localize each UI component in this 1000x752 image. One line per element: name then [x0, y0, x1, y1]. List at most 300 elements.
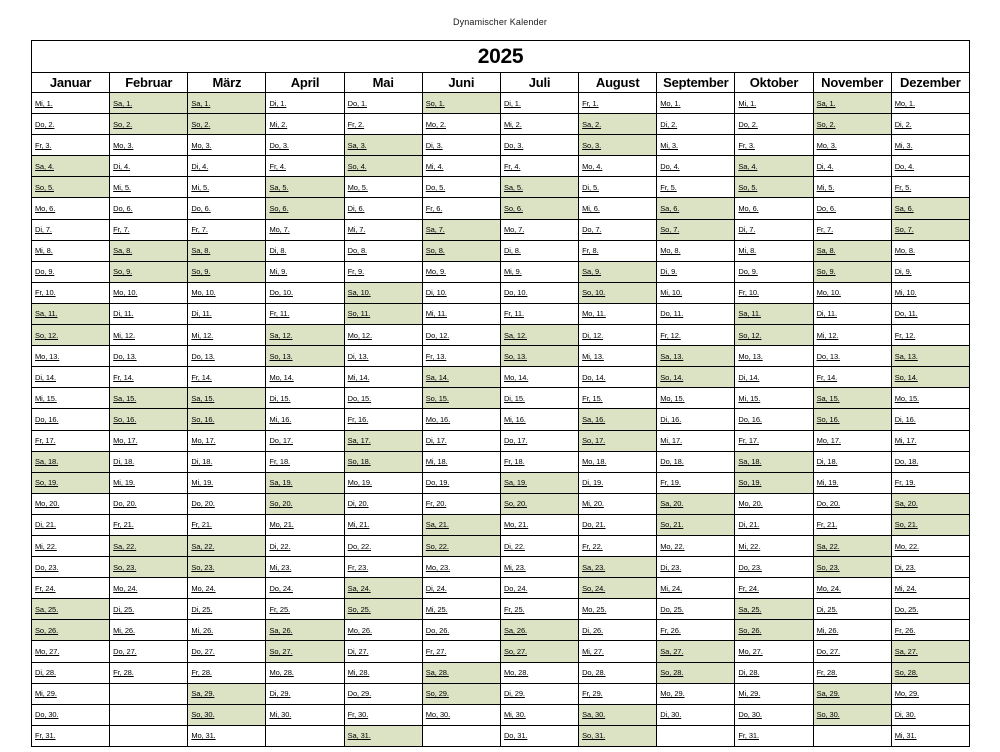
calendar-day-cell[interactable]: [813, 578, 891, 599]
calendar-day-cell[interactable]: [422, 219, 500, 240]
calendar-day-cell[interactable]: [422, 135, 500, 156]
calendar-day-cell[interactable]: [32, 620, 110, 641]
calendar-day-cell[interactable]: [891, 409, 969, 430]
calendar-day-cell[interactable]: [579, 641, 657, 662]
calendar-day-cell[interactable]: [32, 662, 110, 683]
calendar-day-cell[interactable]: [813, 472, 891, 493]
calendar-day-cell[interactable]: [266, 219, 344, 240]
calendar-day-cell[interactable]: [579, 683, 657, 704]
calendar-day-cell[interactable]: [188, 704, 266, 725]
calendar-day-cell[interactable]: [422, 430, 500, 451]
calendar-day-cell[interactable]: [500, 93, 578, 114]
calendar-day-cell[interactable]: [891, 599, 969, 620]
calendar-day-cell[interactable]: [891, 198, 969, 219]
calendar-day-cell[interactable]: [891, 282, 969, 303]
calendar-day-cell[interactable]: [813, 430, 891, 451]
calendar-day-cell[interactable]: [579, 704, 657, 725]
calendar-day-cell[interactable]: [500, 114, 578, 135]
calendar-day-cell[interactable]: [579, 578, 657, 599]
calendar-day-cell[interactable]: [32, 641, 110, 662]
calendar-day-cell[interactable]: [891, 704, 969, 725]
calendar-day-cell[interactable]: [891, 325, 969, 346]
calendar-day-cell[interactable]: [32, 114, 110, 135]
calendar-day-cell[interactable]: [500, 409, 578, 430]
calendar-day-cell[interactable]: [657, 472, 735, 493]
calendar-day-cell[interactable]: [500, 135, 578, 156]
calendar-day-cell[interactable]: [266, 240, 344, 261]
calendar-day-cell[interactable]: [657, 704, 735, 725]
calendar-day-cell[interactable]: [579, 346, 657, 367]
calendar-day-cell[interactable]: [891, 578, 969, 599]
calendar-day-cell[interactable]: [422, 156, 500, 177]
calendar-day-cell[interactable]: [891, 641, 969, 662]
calendar-day-cell[interactable]: [657, 325, 735, 346]
calendar-day-cell[interactable]: [110, 514, 188, 535]
calendar-day-cell[interactable]: [422, 282, 500, 303]
calendar-day-cell[interactable]: [735, 177, 813, 198]
calendar-day-cell[interactable]: [32, 303, 110, 324]
calendar-day-cell[interactable]: [500, 578, 578, 599]
calendar-day-cell[interactable]: [110, 346, 188, 367]
calendar-day-cell[interactable]: [891, 683, 969, 704]
calendar-day-cell[interactable]: [188, 683, 266, 704]
calendar-day-cell[interactable]: [579, 725, 657, 746]
calendar-day-cell[interactable]: [422, 303, 500, 324]
calendar-day-cell[interactable]: [266, 325, 344, 346]
calendar-day-cell[interactable]: [188, 599, 266, 620]
calendar-day-cell[interactable]: [657, 93, 735, 114]
calendar-day-cell[interactable]: [657, 156, 735, 177]
calendar-day-cell[interactable]: [344, 578, 422, 599]
calendar-day-cell[interactable]: [813, 641, 891, 662]
calendar-day-cell[interactable]: [344, 114, 422, 135]
calendar-day-cell[interactable]: [344, 282, 422, 303]
calendar-day-cell[interactable]: [32, 599, 110, 620]
calendar-day-cell[interactable]: [657, 430, 735, 451]
calendar-day-cell[interactable]: [266, 683, 344, 704]
calendar-day-cell[interactable]: [344, 620, 422, 641]
calendar-day-cell[interactable]: [32, 325, 110, 346]
calendar-day-cell[interactable]: [813, 282, 891, 303]
calendar-day-cell[interactable]: [657, 240, 735, 261]
calendar-day-cell[interactable]: [579, 599, 657, 620]
calendar-day-cell[interactable]: [657, 346, 735, 367]
calendar-day-cell[interactable]: [813, 114, 891, 135]
calendar-day-cell[interactable]: [266, 156, 344, 177]
calendar-day-cell[interactable]: [657, 535, 735, 556]
calendar-day-cell[interactable]: [266, 472, 344, 493]
calendar-day-cell[interactable]: [344, 641, 422, 662]
calendar-day-cell[interactable]: [500, 514, 578, 535]
calendar-day-cell[interactable]: [735, 557, 813, 578]
calendar-day-cell[interactable]: [32, 557, 110, 578]
calendar-day-cell[interactable]: [657, 114, 735, 135]
calendar-day-cell[interactable]: [500, 557, 578, 578]
calendar-day-cell[interactable]: [32, 409, 110, 430]
calendar-day-cell[interactable]: [735, 135, 813, 156]
calendar-day-cell[interactable]: [500, 725, 578, 746]
calendar-day-cell[interactable]: [735, 514, 813, 535]
calendar-day-cell[interactable]: [813, 303, 891, 324]
calendar-day-cell[interactable]: [735, 578, 813, 599]
calendar-day-cell[interactable]: [579, 303, 657, 324]
calendar-day-cell[interactable]: [813, 240, 891, 261]
calendar-day-cell[interactable]: [266, 557, 344, 578]
calendar-day-cell[interactable]: [188, 93, 266, 114]
calendar-day-cell[interactable]: [735, 599, 813, 620]
calendar-day-cell[interactable]: [657, 388, 735, 409]
calendar-day-cell[interactable]: [657, 578, 735, 599]
calendar-day-cell[interactable]: [344, 177, 422, 198]
calendar-day-cell[interactable]: [735, 114, 813, 135]
calendar-day-cell[interactable]: [32, 156, 110, 177]
calendar-day-cell[interactable]: [188, 325, 266, 346]
calendar-day-cell[interactable]: [422, 198, 500, 219]
calendar-day-cell[interactable]: [344, 303, 422, 324]
calendar-day-cell[interactable]: [188, 114, 266, 135]
calendar-day-cell[interactable]: [500, 303, 578, 324]
calendar-day-cell[interactable]: [32, 346, 110, 367]
calendar-day-cell[interactable]: [891, 240, 969, 261]
calendar-day-cell[interactable]: [422, 451, 500, 472]
calendar-day-cell[interactable]: [735, 641, 813, 662]
calendar-day-cell[interactable]: [110, 599, 188, 620]
calendar-day-cell[interactable]: [422, 325, 500, 346]
calendar-day-cell[interactable]: [188, 219, 266, 240]
calendar-day-cell[interactable]: [813, 198, 891, 219]
calendar-day-cell[interactable]: [891, 514, 969, 535]
calendar-day-cell[interactable]: [891, 388, 969, 409]
calendar-day-cell[interactable]: [110, 303, 188, 324]
calendar-day-cell[interactable]: [891, 620, 969, 641]
calendar-day-cell[interactable]: [500, 219, 578, 240]
calendar-day-cell[interactable]: [110, 240, 188, 261]
calendar-day-cell[interactable]: [735, 409, 813, 430]
calendar-day-cell[interactable]: [891, 451, 969, 472]
calendar-day-cell[interactable]: [735, 198, 813, 219]
calendar-day-cell[interactable]: [110, 367, 188, 388]
calendar-day-cell[interactable]: [813, 557, 891, 578]
calendar-day-cell[interactable]: [110, 93, 188, 114]
calendar-day-cell[interactable]: [188, 346, 266, 367]
calendar-day-cell[interactable]: [188, 557, 266, 578]
calendar-day-cell[interactable]: [266, 451, 344, 472]
calendar-day-cell[interactable]: [813, 156, 891, 177]
calendar-day-cell[interactable]: [657, 367, 735, 388]
calendar-day-cell[interactable]: [735, 93, 813, 114]
calendar-day-cell[interactable]: [735, 451, 813, 472]
calendar-day-cell[interactable]: [344, 451, 422, 472]
calendar-day-cell[interactable]: [891, 725, 969, 746]
calendar-day-cell[interactable]: [344, 662, 422, 683]
calendar-day-cell[interactable]: [422, 261, 500, 282]
calendar-day-cell[interactable]: [266, 430, 344, 451]
calendar-day-cell[interactable]: [579, 156, 657, 177]
calendar-day-cell[interactable]: [266, 303, 344, 324]
calendar-day-cell[interactable]: [32, 240, 110, 261]
calendar-day-cell[interactable]: [32, 198, 110, 219]
calendar-day-cell[interactable]: [344, 198, 422, 219]
calendar-day-cell[interactable]: [500, 641, 578, 662]
calendar-day-cell[interactable]: [188, 240, 266, 261]
calendar-day-cell[interactable]: [188, 198, 266, 219]
calendar-day-cell[interactable]: [32, 388, 110, 409]
calendar-day-cell[interactable]: [32, 367, 110, 388]
calendar-day-cell[interactable]: [813, 388, 891, 409]
calendar-day-cell[interactable]: [188, 156, 266, 177]
calendar-day-cell[interactable]: [188, 430, 266, 451]
calendar-day-cell[interactable]: [266, 135, 344, 156]
calendar-day-cell[interactable]: [344, 683, 422, 704]
calendar-day-cell[interactable]: [422, 620, 500, 641]
calendar-day-cell[interactable]: [266, 409, 344, 430]
calendar-day-cell[interactable]: [500, 177, 578, 198]
calendar-day-cell[interactable]: [188, 303, 266, 324]
calendar-day-cell[interactable]: [110, 282, 188, 303]
calendar-day-cell[interactable]: [891, 114, 969, 135]
calendar-day-cell[interactable]: [813, 451, 891, 472]
calendar-day-cell[interactable]: [735, 620, 813, 641]
calendar-day-cell[interactable]: [657, 303, 735, 324]
calendar-day-cell[interactable]: [813, 135, 891, 156]
calendar-day-cell[interactable]: [188, 641, 266, 662]
calendar-day-cell[interactable]: [188, 493, 266, 514]
calendar-day-cell[interactable]: [110, 325, 188, 346]
calendar-day-cell[interactable]: [110, 620, 188, 641]
calendar-day-cell[interactable]: [500, 156, 578, 177]
calendar-day-cell[interactable]: [657, 135, 735, 156]
calendar-day-cell[interactable]: [188, 472, 266, 493]
calendar-day-cell[interactable]: [657, 261, 735, 282]
calendar-day-cell[interactable]: [344, 704, 422, 725]
calendar-day-cell[interactable]: [32, 683, 110, 704]
calendar-day-cell[interactable]: [110, 135, 188, 156]
calendar-day-cell[interactable]: [813, 535, 891, 556]
calendar-day-cell[interactable]: [813, 177, 891, 198]
calendar-day-cell[interactable]: [110, 114, 188, 135]
calendar-day-cell[interactable]: [32, 535, 110, 556]
calendar-day-cell[interactable]: [579, 430, 657, 451]
calendar-day-cell[interactable]: [422, 472, 500, 493]
calendar-day-cell[interactable]: [110, 472, 188, 493]
calendar-day-cell[interactable]: [344, 430, 422, 451]
calendar-day-cell[interactable]: [188, 409, 266, 430]
calendar-day-cell[interactable]: [32, 177, 110, 198]
calendar-day-cell[interactable]: [110, 578, 188, 599]
calendar-day-cell[interactable]: [188, 620, 266, 641]
calendar-day-cell[interactable]: [657, 451, 735, 472]
calendar-day-cell[interactable]: [735, 662, 813, 683]
calendar-day-cell[interactable]: [110, 535, 188, 556]
calendar-day-cell[interactable]: [422, 240, 500, 261]
calendar-day-cell[interactable]: [266, 662, 344, 683]
calendar-day-cell[interactable]: [110, 493, 188, 514]
calendar-day-cell[interactable]: [891, 493, 969, 514]
calendar-day-cell[interactable]: [266, 514, 344, 535]
calendar-day-cell[interactable]: [579, 240, 657, 261]
calendar-day-cell[interactable]: [344, 388, 422, 409]
calendar-day-cell[interactable]: [32, 135, 110, 156]
calendar-day-cell[interactable]: [32, 219, 110, 240]
calendar-day-cell[interactable]: [500, 261, 578, 282]
calendar-day-cell[interactable]: [579, 261, 657, 282]
calendar-day-cell[interactable]: [813, 704, 891, 725]
calendar-day-cell[interactable]: [657, 683, 735, 704]
calendar-day-cell[interactable]: [891, 535, 969, 556]
calendar-day-cell[interactable]: [657, 219, 735, 240]
calendar-day-cell[interactable]: [813, 346, 891, 367]
calendar-day-cell[interactable]: [344, 599, 422, 620]
calendar-day-cell[interactable]: [32, 430, 110, 451]
calendar-day-cell[interactable]: [735, 535, 813, 556]
calendar-day-cell[interactable]: [657, 177, 735, 198]
calendar-day-cell[interactable]: [735, 493, 813, 514]
calendar-day-cell[interactable]: [657, 409, 735, 430]
calendar-day-cell[interactable]: [188, 725, 266, 746]
calendar-day-cell[interactable]: [579, 662, 657, 683]
calendar-day-cell[interactable]: [813, 620, 891, 641]
calendar-day-cell[interactable]: [422, 641, 500, 662]
calendar-day-cell[interactable]: [500, 282, 578, 303]
calendar-day-cell[interactable]: [657, 282, 735, 303]
calendar-day-cell[interactable]: [579, 493, 657, 514]
calendar-day-cell[interactable]: [422, 599, 500, 620]
calendar-day-cell[interactable]: [735, 282, 813, 303]
calendar-day-cell[interactable]: [891, 93, 969, 114]
calendar-day-cell[interactable]: [266, 261, 344, 282]
calendar-day-cell[interactable]: [891, 156, 969, 177]
calendar-day-cell[interactable]: [891, 303, 969, 324]
calendar-day-cell[interactable]: [500, 683, 578, 704]
calendar-day-cell[interactable]: [657, 514, 735, 535]
calendar-day-cell[interactable]: [891, 219, 969, 240]
calendar-day-cell[interactable]: [579, 472, 657, 493]
calendar-day-cell[interactable]: [344, 409, 422, 430]
calendar-day-cell[interactable]: [110, 198, 188, 219]
calendar-day-cell[interactable]: [32, 282, 110, 303]
calendar-day-cell[interactable]: [735, 303, 813, 324]
calendar-day-cell[interactable]: [344, 557, 422, 578]
calendar-day-cell[interactable]: [657, 493, 735, 514]
calendar-day-cell[interactable]: [344, 346, 422, 367]
calendar-day-cell[interactable]: [657, 662, 735, 683]
calendar-day-cell[interactable]: [110, 261, 188, 282]
calendar-day-cell[interactable]: [735, 472, 813, 493]
calendar-day-cell[interactable]: [188, 388, 266, 409]
calendar-day-cell[interactable]: [422, 704, 500, 725]
calendar-day-cell[interactable]: [579, 388, 657, 409]
calendar-day-cell[interactable]: [813, 93, 891, 114]
calendar-day-cell[interactable]: [422, 535, 500, 556]
calendar-day-cell[interactable]: [422, 114, 500, 135]
calendar-day-cell[interactable]: [344, 535, 422, 556]
calendar-day-cell[interactable]: [344, 219, 422, 240]
calendar-day-cell[interactable]: [891, 261, 969, 282]
calendar-day-cell[interactable]: [188, 135, 266, 156]
calendar-day-cell[interactable]: [422, 514, 500, 535]
calendar-day-cell[interactable]: [500, 388, 578, 409]
calendar-day-cell[interactable]: [266, 493, 344, 514]
calendar-day-cell[interactable]: [500, 198, 578, 219]
calendar-day-cell[interactable]: [32, 704, 110, 725]
calendar-day-cell[interactable]: [266, 282, 344, 303]
calendar-day-cell[interactable]: [657, 620, 735, 641]
calendar-day-cell[interactable]: [188, 282, 266, 303]
calendar-day-cell[interactable]: [657, 557, 735, 578]
calendar-day-cell[interactable]: [579, 198, 657, 219]
calendar-day-cell[interactable]: [735, 219, 813, 240]
calendar-day-cell[interactable]: [266, 599, 344, 620]
calendar-day-cell[interactable]: [813, 599, 891, 620]
calendar-day-cell[interactable]: [735, 156, 813, 177]
calendar-day-cell[interactable]: [266, 177, 344, 198]
calendar-day-cell[interactable]: [344, 514, 422, 535]
calendar-day-cell[interactable]: [579, 282, 657, 303]
calendar-day-cell[interactable]: [344, 261, 422, 282]
calendar-day-cell[interactable]: [579, 514, 657, 535]
calendar-day-cell[interactable]: [579, 325, 657, 346]
calendar-day-cell[interactable]: [735, 388, 813, 409]
calendar-day-cell[interactable]: [422, 367, 500, 388]
calendar-day-cell[interactable]: [110, 177, 188, 198]
calendar-day-cell[interactable]: [891, 472, 969, 493]
calendar-day-cell[interactable]: [500, 662, 578, 683]
calendar-day-cell[interactable]: [891, 135, 969, 156]
calendar-day-cell[interactable]: [735, 367, 813, 388]
calendar-day-cell[interactable]: [500, 599, 578, 620]
calendar-day-cell[interactable]: [266, 388, 344, 409]
calendar-day-cell[interactable]: [32, 451, 110, 472]
calendar-day-cell[interactable]: [500, 451, 578, 472]
calendar-day-cell[interactable]: [813, 683, 891, 704]
calendar-day-cell[interactable]: [266, 620, 344, 641]
calendar-day-cell[interactable]: [266, 641, 344, 662]
calendar-day-cell[interactable]: [188, 578, 266, 599]
calendar-day-cell[interactable]: [657, 641, 735, 662]
calendar-day-cell[interactable]: [188, 535, 266, 556]
calendar-day-cell[interactable]: [735, 240, 813, 261]
calendar-day-cell[interactable]: [735, 704, 813, 725]
calendar-day-cell[interactable]: [735, 683, 813, 704]
calendar-day-cell[interactable]: [266, 704, 344, 725]
calendar-day-cell[interactable]: [266, 93, 344, 114]
calendar-day-cell[interactable]: [422, 557, 500, 578]
calendar-day-cell[interactable]: [579, 557, 657, 578]
calendar-day-cell[interactable]: [188, 367, 266, 388]
calendar-day-cell[interactable]: [32, 514, 110, 535]
calendar-day-cell[interactable]: [813, 514, 891, 535]
calendar-day-cell[interactable]: [110, 641, 188, 662]
calendar-day-cell[interactable]: [32, 725, 110, 746]
calendar-day-cell[interactable]: [188, 261, 266, 282]
calendar-day-cell[interactable]: [266, 367, 344, 388]
calendar-day-cell[interactable]: [110, 662, 188, 683]
calendar-day-cell[interactable]: [891, 557, 969, 578]
calendar-day-cell[interactable]: [266, 578, 344, 599]
calendar-day-cell[interactable]: [891, 177, 969, 198]
calendar-day-cell[interactable]: [266, 535, 344, 556]
calendar-day-cell[interactable]: [32, 261, 110, 282]
calendar-day-cell[interactable]: [813, 662, 891, 683]
calendar-day-cell[interactable]: [735, 346, 813, 367]
calendar-day-cell[interactable]: [813, 219, 891, 240]
calendar-day-cell[interactable]: [735, 261, 813, 282]
calendar-day-cell[interactable]: [891, 430, 969, 451]
calendar-day-cell[interactable]: [344, 93, 422, 114]
calendar-day-cell[interactable]: [579, 620, 657, 641]
calendar-day-cell[interactable]: [579, 177, 657, 198]
calendar-day-cell[interactable]: [344, 135, 422, 156]
